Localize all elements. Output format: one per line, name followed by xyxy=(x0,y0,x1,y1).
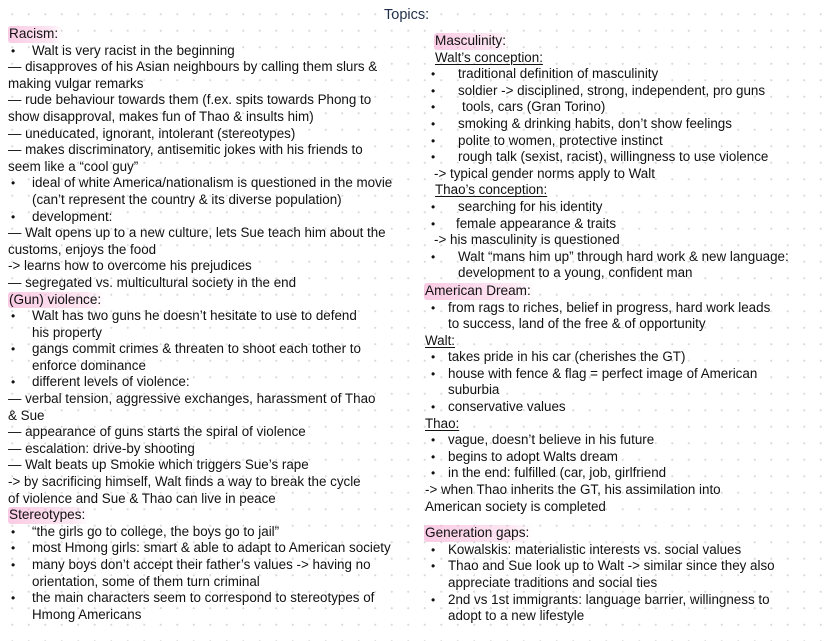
list-item: enforce dominance xyxy=(32,357,146,373)
list-item: • gangs commit crimes & threaten to shoot each tother to xyxy=(8,341,416,358)
list-item: • female appearance & traits xyxy=(424,216,824,233)
list-item: • conservative values xyxy=(424,399,824,416)
right-column xyxy=(424,33,824,625)
list-item: • the main characters seem to correspond to stereotypes of xyxy=(8,590,416,607)
list-item: — Walt beats up Smokie which triggers Sue’s rape xyxy=(8,457,309,473)
list-item: — disapproves of his Asian neighbours by calling them slurs & xyxy=(8,59,378,75)
list-item: adopt to a new lifestyle xyxy=(448,608,585,624)
list-item: — segregated vs. multicultural society in the end xyxy=(8,274,297,290)
list-item: appreciate traditions and social ties xyxy=(448,575,658,590)
list-item: -> his masculinity is questioned xyxy=(434,232,620,248)
walt-conception-subheading: Walt’s conception: xyxy=(435,49,543,65)
list-item: — rude behaviour towards them (f.ex. spits towards Phong to xyxy=(8,92,372,108)
list-item: — Walt opens up to a new culture, lets Sue teach him about the xyxy=(8,225,386,241)
list-item: — verbal tension, aggressive exchanges, harassment of Thao xyxy=(8,391,376,407)
stereotypes-heading: Stereotypes: xyxy=(8,507,89,524)
list-item: • soldier -> disciplined, strong, independent, pro guns xyxy=(424,83,824,100)
list-item: • ideal of white America/nationalism is questioned in the movie xyxy=(8,175,416,192)
list-item: — escalation: drive-by shooting xyxy=(8,440,195,456)
list-item: • most Hmong girls: smart & able to adapt to American society xyxy=(8,540,416,557)
list-item: • 2nd vs 1st immigrants: language barrier, willingness to xyxy=(424,592,824,609)
page-title: Topics: xyxy=(384,7,430,23)
masculinity-heading: Masculinity: xyxy=(434,33,510,50)
list-item: • begins to adopt Walts dream xyxy=(424,449,824,466)
list-item: • in the end: fulfilled (car, job, girlfriend xyxy=(424,465,824,482)
list-item: • Walt has two guns he doesn’t hesitate to use to defend xyxy=(8,308,416,325)
list-item: show disapproval, makes fun of Thao & insults him) xyxy=(8,108,314,124)
list-item: of violence and Sue & Thao can live in peace xyxy=(8,490,276,506)
list-item: suburbia xyxy=(448,382,500,398)
list-item: • searching for his identity xyxy=(424,199,824,216)
list-item: • different levels of violence: xyxy=(8,374,416,391)
list-item: • Thao and Sue look up to Walt -> similar since they also xyxy=(424,558,824,575)
violence-heading: (Gun) violence: xyxy=(8,292,105,309)
list-item: to success, land of the free & of opportunity xyxy=(448,316,706,332)
list-item: -> typical gender norms apply to Walt xyxy=(434,165,655,181)
list-item: development to a young, confident man xyxy=(458,265,693,281)
list-item: • vague, doesn’t believe in his future xyxy=(424,432,824,449)
list-item: American society is completed xyxy=(425,498,606,514)
list-item: • polite to women, protective instinct xyxy=(424,133,824,150)
generation-gaps-heading: Generation gaps: xyxy=(424,525,533,542)
list-item: • development: xyxy=(8,209,416,226)
list-item: — makes discriminatory, antisemitic jokes with his friends to xyxy=(8,142,363,158)
list-item: • smoking & drinking habits, don’t show feelings xyxy=(424,116,824,133)
list-item: customs, enjoys the food xyxy=(8,241,157,257)
list-item: -> learns how to overcome his prejudices xyxy=(8,258,252,274)
list-item: -> by sacrificing himself, Walt finds a way to break the cycle xyxy=(8,474,361,490)
list-item: • from rags to riches, belief in progress, hard work leads xyxy=(424,300,824,317)
american-dream-heading: American Dream: xyxy=(424,283,535,300)
list-item: • “the girls go to college, the boys go to jail” xyxy=(8,524,416,541)
list-item: orientation, some of them turn criminal xyxy=(32,573,260,589)
list-item: • traditional definition of masculinity xyxy=(424,66,824,83)
list-item: & Sue xyxy=(8,407,45,423)
list-item: • tools, cars (Gran Torino) xyxy=(424,99,824,116)
list-item: • many boys don’t accept their father’s values -> having no xyxy=(8,557,416,574)
left-column xyxy=(8,26,416,623)
list-item: making vulgar remarks xyxy=(8,75,144,91)
list-item: • takes pride in his car (cherishes the GT) xyxy=(424,349,824,366)
racism-heading: Racism: xyxy=(8,26,62,43)
list-item: • Walt “mans him up” through hard work & new language: xyxy=(424,249,824,266)
list-item: — uneducated, ignorant, intolerant (stereotypes) xyxy=(8,125,296,141)
list-item: • Walt is very racist in the beginning xyxy=(8,43,416,60)
list-item: his property xyxy=(32,324,102,340)
thao-conception-subheading: Thao’s conception: xyxy=(435,182,548,198)
list-item: • house with fence & flag = perfect image of American xyxy=(424,366,824,383)
walt-subheading: Walt: xyxy=(425,332,456,348)
list-item: seem like a “cool guy” xyxy=(8,158,139,174)
list-item: -> when Thao inherits the GT, his assimilation into xyxy=(425,482,721,498)
list-item: • Kowalskis: materialistic interests vs. social values xyxy=(424,542,824,559)
list-item: Hmong Americans xyxy=(32,606,142,622)
list-item: — appearance of guns starts the spiral of violence xyxy=(8,424,306,440)
list-item: (can’t represent the country & its diverse population) xyxy=(32,191,342,207)
list-item: • rough talk (sexist, racist), willingness to use violence xyxy=(424,149,824,166)
thao-subheading: Thao: xyxy=(425,415,460,431)
